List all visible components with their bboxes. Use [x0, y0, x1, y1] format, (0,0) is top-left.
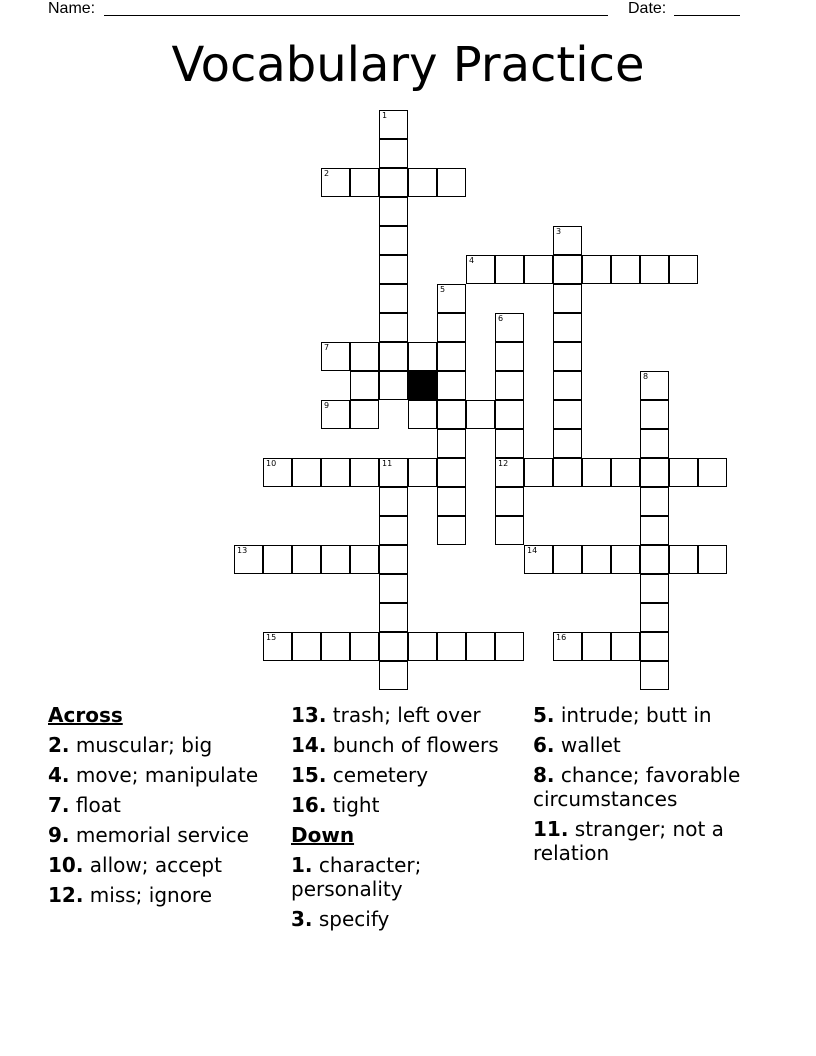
name-label: Name: [48, 0, 96, 17]
grid-cell[interactable] [553, 400, 582, 429]
grid-cell[interactable] [379, 603, 408, 632]
grid-cell[interactable] [379, 516, 408, 545]
clue-down-5 [533, 703, 763, 727]
grid-cell[interactable] [495, 400, 524, 429]
cell-number: 13 [237, 546, 248, 555]
grid-cell[interactable] [553, 429, 582, 458]
clue-number: 15. [291, 763, 327, 787]
grid-cell[interactable] [495, 255, 524, 284]
grid-cell[interactable] [495, 516, 524, 545]
grid-cell[interactable] [582, 632, 611, 661]
grid-cell[interactable] [408, 632, 437, 661]
grid-cell[interactable] [669, 458, 698, 487]
grid-cell[interactable] [553, 458, 582, 487]
grid-cell[interactable] [640, 487, 669, 516]
grid-cell[interactable] [321, 342, 350, 371]
grid-cell[interactable] [553, 545, 582, 574]
clue-down-6 [533, 733, 763, 757]
black-cell [408, 371, 437, 400]
clue-number: 5. [533, 703, 555, 727]
grid-cell[interactable] [582, 458, 611, 487]
grid-cell[interactable] [350, 400, 379, 429]
grid-cell[interactable] [640, 400, 669, 429]
grid-cell[interactable] [437, 284, 466, 313]
grid-cell[interactable] [495, 487, 524, 516]
clue-across-2 [48, 733, 278, 757]
grid-cell[interactable] [640, 632, 669, 661]
clue-across-9 [48, 823, 278, 847]
clue-text: specify [318, 907, 390, 931]
clue-number: 3. [291, 907, 313, 931]
grid-cell[interactable] [321, 545, 350, 574]
grid-cell[interactable] [321, 458, 350, 487]
clue-text: memorial service [75, 823, 249, 847]
grid-cell[interactable] [379, 226, 408, 255]
clue-across-12 [48, 883, 278, 907]
clue-text: wallet [560, 733, 621, 757]
clue-number: 4. [48, 763, 70, 787]
clue-text: tight [332, 793, 380, 817]
clue-text: trash; left over [332, 703, 481, 727]
grid-cell[interactable] [611, 545, 640, 574]
clue-number: 8. [533, 763, 555, 787]
grid-cell[interactable] [379, 110, 408, 139]
clue-text: chance; favorable circumstances [533, 763, 741, 811]
grid-cell[interactable] [408, 168, 437, 197]
grid-cell[interactable] [466, 255, 495, 284]
grid-cell[interactable] [495, 429, 524, 458]
grid-cell[interactable] [640, 429, 669, 458]
clue-number: 13. [291, 703, 327, 727]
grid-cell[interactable] [350, 632, 379, 661]
cell-number: 7 [324, 343, 330, 352]
grid-cell[interactable] [437, 487, 466, 516]
grid-cell[interactable] [379, 139, 408, 168]
grid-cell[interactable] [437, 632, 466, 661]
grid-cell[interactable] [292, 632, 321, 661]
cell-number: 5 [440, 285, 446, 294]
grid-cell[interactable] [611, 255, 640, 284]
cell-number: 8 [643, 372, 649, 381]
grid-cell[interactable] [698, 545, 727, 574]
grid-cell[interactable] [379, 371, 408, 400]
clue-down-3 [291, 907, 521, 931]
down-heading: Down [291, 823, 355, 847]
clue-number: 6. [533, 733, 555, 757]
grid-cell[interactable] [611, 632, 640, 661]
grid-cell[interactable] [437, 516, 466, 545]
grid-cell[interactable] [640, 603, 669, 632]
cell-number: 6 [498, 314, 504, 323]
clue-text: allow; accept [89, 853, 222, 877]
grid-cell[interactable] [292, 545, 321, 574]
grid-cell[interactable] [698, 458, 727, 487]
grid-cell[interactable] [350, 342, 379, 371]
clue-text: stranger; not a relation [533, 817, 724, 865]
grid-cell[interactable] [553, 226, 582, 255]
grid-cell[interactable] [437, 400, 466, 429]
grid-cell[interactable] [379, 313, 408, 342]
grid-cell[interactable] [640, 574, 669, 603]
clue-number: 1. [291, 853, 313, 877]
grid-cell[interactable] [524, 545, 553, 574]
clue-across-14 [291, 733, 521, 757]
grid-cell[interactable] [263, 545, 292, 574]
clue-column-2 [291, 703, 521, 937]
grid-cell[interactable] [437, 429, 466, 458]
clue-number: 7. [48, 793, 70, 817]
clue-across-15 [291, 763, 521, 787]
grid-cell[interactable] [408, 400, 437, 429]
grid-cell[interactable] [553, 632, 582, 661]
grid-cell[interactable] [379, 284, 408, 313]
clue-across-10 [48, 853, 278, 877]
clue-text: cemetery [332, 763, 429, 787]
grid-cell[interactable] [669, 545, 698, 574]
grid-cell[interactable] [437, 342, 466, 371]
clue-number: 16. [291, 793, 327, 817]
clue-text: move; manipulate [75, 763, 259, 787]
across-heading: Across [48, 703, 123, 727]
clue-text: muscular; big [75, 733, 213, 757]
cell-number: 14 [527, 546, 538, 555]
grid-cell[interactable] [524, 255, 553, 284]
cell-number: 9 [324, 401, 330, 410]
grid-cell[interactable] [553, 284, 582, 313]
grid-cell[interactable] [350, 371, 379, 400]
clue-across-7 [48, 793, 278, 817]
cell-number: 15 [266, 633, 277, 642]
grid-cell[interactable] [640, 545, 669, 574]
grid-cell[interactable] [379, 342, 408, 371]
grid-cell[interactable] [379, 632, 408, 661]
grid-cell[interactable] [321, 400, 350, 429]
clue-column-1 [48, 703, 278, 913]
grid-cell[interactable] [524, 458, 553, 487]
clue-down-1 [291, 853, 521, 901]
grid-cell[interactable] [582, 255, 611, 284]
grid-cell[interactable] [466, 400, 495, 429]
clue-number: 14. [291, 733, 327, 757]
grid-cell[interactable] [553, 313, 582, 342]
grid-cell[interactable] [640, 516, 669, 545]
grid-cell[interactable] [437, 458, 466, 487]
grid-cell[interactable] [495, 632, 524, 661]
clue-number: 9. [48, 823, 70, 847]
grid-cell[interactable] [321, 168, 350, 197]
grid-cell[interactable] [379, 661, 408, 690]
grid-cell[interactable] [437, 313, 466, 342]
clue-column-3 [533, 703, 763, 871]
cell-number: 3 [556, 227, 562, 236]
grid-cell[interactable] [582, 545, 611, 574]
grid-cell[interactable] [379, 574, 408, 603]
page-title: Vocabulary Practice [171, 37, 645, 93]
cell-number: 10 [266, 459, 277, 468]
grid-cell[interactable] [408, 342, 437, 371]
grid-cell[interactable] [350, 458, 379, 487]
clue-number: 12. [48, 883, 84, 907]
clue-text: float [75, 793, 121, 817]
grid-cell[interactable] [379, 255, 408, 284]
clue-number: 2. [48, 733, 70, 757]
grid-cell[interactable] [234, 545, 263, 574]
cell-number: 16 [556, 633, 567, 642]
grid-cell[interactable] [640, 661, 669, 690]
grid-cell[interactable] [350, 168, 379, 197]
clue-text: intrude; butt in [560, 703, 712, 727]
clue-down-8 [533, 763, 763, 811]
cell-number: 4 [469, 256, 475, 265]
grid-cell[interactable] [640, 255, 669, 284]
grid-cell[interactable] [379, 458, 408, 487]
grid-cell[interactable] [379, 168, 408, 197]
cell-number: 12 [498, 459, 509, 468]
grid-cell[interactable] [379, 487, 408, 516]
date-label: Date: [628, 0, 667, 17]
clue-across-4 [48, 763, 278, 787]
grid-cell[interactable] [553, 342, 582, 371]
clue-across-16 [291, 793, 521, 817]
grid-cell[interactable] [495, 342, 524, 371]
grid-cell[interactable] [495, 458, 524, 487]
cell-number: 2 [324, 169, 330, 178]
grid-cell[interactable] [640, 458, 669, 487]
grid-cell[interactable] [292, 458, 321, 487]
grid-cell[interactable] [669, 255, 698, 284]
grid-cell[interactable] [553, 255, 582, 284]
clue-text: bunch of flowers [332, 733, 499, 757]
clue-text: miss; ignore [89, 883, 213, 907]
grid-cell[interactable] [263, 632, 292, 661]
grid-cell[interactable] [408, 458, 437, 487]
grid-cell[interactable] [611, 458, 640, 487]
clue-text: character; personality [291, 853, 422, 901]
grid-cell[interactable] [466, 632, 495, 661]
clue-down-11 [533, 817, 763, 865]
grid-cell[interactable] [350, 545, 379, 574]
grid-cell[interactable] [321, 632, 350, 661]
grid-cell[interactable] [495, 371, 524, 400]
cell-number: 11 [382, 459, 393, 468]
grid-cell[interactable] [437, 371, 466, 400]
cell-number: 1 [382, 111, 388, 120]
grid-cell[interactable] [379, 197, 408, 226]
grid-cell[interactable] [553, 371, 582, 400]
grid-cell[interactable] [379, 545, 408, 574]
clue-number: 11. [533, 817, 569, 841]
grid-cell[interactable] [640, 371, 669, 400]
clue-across-13 [291, 703, 521, 727]
grid-cell[interactable] [263, 458, 292, 487]
clue-number: 10. [48, 853, 84, 877]
grid-cell[interactable] [437, 168, 466, 197]
grid-cell[interactable] [495, 313, 524, 342]
